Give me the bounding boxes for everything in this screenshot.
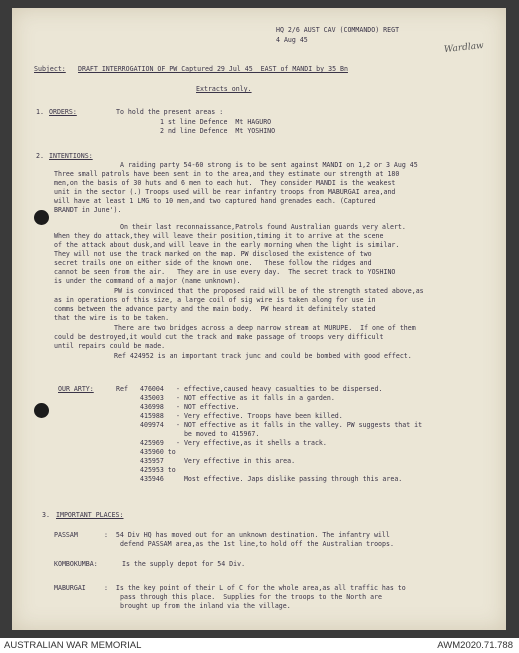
section-number: 2. [36,152,44,160]
intentions-line: BRANDT in June'). [54,206,122,214]
intentions-line: will have at least 1 LMG to 10 men,and two captured hand grenades each. (Captured [54,197,376,205]
orders-line: To hold the present areas : [116,108,224,116]
arty-text: be moved to 415967. [176,430,260,438]
arty-text: - NOT effective as it falls in a garden. [176,394,335,402]
intentions-line: men,on the basis of 30 huts and 6 men to each hut. They consider MANDI is the weakest [54,179,396,187]
arty-ref: 425953 to [140,466,176,474]
intentions-line: of the attack about dusk,and will leave in the early morning when the light is similar. [54,241,400,249]
place-text: : Is the key point of their L of C for the whole area,as all traffic has to [104,584,406,592]
arty-ref: 435003 [140,394,164,402]
place-text: pass through this place. Supplies for the troops to the North are [120,593,383,601]
place-text: : 54 Div HQ has moved out for an unknown destination. The infantry will [104,531,390,539]
section-number: 1. [36,108,44,116]
arty-text: - effective,caused heavy casualties to be dispersed. [176,385,383,393]
arty-text: Most effective. Japs dislike passing through this area. [176,475,403,483]
intentions-heading: INTENTIONS: [49,152,93,160]
orders-line: 2 nd line Defence Mt YOSHINO [160,127,276,135]
arty-ref: 435946 [140,475,164,483]
intentions-line: unit in the sector (.) Troops used will be rear infantry troops from MABURGAI area,and [54,188,396,196]
intentions-line: as in operations of this size, a large coil of sig wire is taken along for use in [54,296,376,304]
place-text: Is the supply depot for 54 Div. [122,560,246,568]
intentions-line: that the wire is to be taken. [54,314,170,322]
intentions-line: comms between the advance party and the main body. PW heard it definitely stated [54,305,376,313]
archive-reference: AWM2020.71.788 [437,640,513,651]
document-page [12,8,506,630]
intentions-line: They will not use the track marked on the map. PW disclosed the existence of two [54,250,372,258]
intentions-line: could be destroyed,it would cut the track and make passage of troops very difficult [54,333,384,341]
orders-heading: ORDERS: [49,108,77,116]
intentions-line: On their last reconnaissance,Patrols found Australian guards very alert. [120,223,406,231]
archive-footer [0,638,519,653]
header-unit: HQ 2/6 AUST CAV (COMMANDO) REGT [276,26,400,34]
orders-line: 1 st line Defence Mt HAGURO [160,118,272,126]
our-arty-heading: OUR ARTY: [58,385,94,393]
place-text: defend PASSAM area,as the 1st line,to hold off the Australian troops. [120,540,394,548]
punch-hole [34,210,49,225]
place-name: MABURGAI [54,584,86,592]
arty-ref: 425969 [140,439,164,447]
arty-ref: 435957 [140,457,164,465]
extracts-note: Extracts only. [196,85,252,93]
arty-text: - NOT effective. [176,403,240,411]
arty-text: Very effective in this area. [176,457,296,465]
intentions-line: When they do attack,they will leave their position,timing it to arrive at the scene [54,232,384,240]
arty-text: - NOT effective as it falls in the valley. PW suggests that it [176,421,423,429]
intentions-line: until repairs could be made. [54,342,166,350]
intentions-line: secret trails one on either side of the known one. These follow the ridges and [54,259,372,267]
header-date: 4 Aug 45 [276,36,308,44]
archive-name: AUSTRALIAN WAR MEMORIAL [4,640,142,651]
arty-text: - Very effective,as it shells a track. [176,439,327,447]
arty-ref: 436998 [140,403,164,411]
intentions-line: A raiding party 54-60 strong is to be sent against MANDI on 1,2 or 3 Aug 45 [120,161,418,169]
intentions-line: There are two bridges across a deep narrow stream at MURUPE. If one of them [114,324,416,332]
intentions-line: PW is convinced that the proposed raid will be of the strength stated above,as [114,287,424,295]
punch-hole [34,403,49,418]
subject-text: DRAFT INTERROGATION OF PW Captured 29 Jul 45 EAST of MANDI by 35 Bn [78,65,348,73]
arty-ref: 409974 [140,421,164,429]
intentions-line: cannot be seen from the air. They are in use every day. The secret track to YOSHINO [54,268,396,276]
arty-text: - Very effective. Troops have been killed. [176,412,343,420]
place-name: PASSAM [54,531,78,539]
handwritten-annotation: Wardlaw [443,40,485,56]
intentions-line: Ref 424952 is an important track junc and could be bombed with good effect. [114,352,412,360]
place-text: brought up from the inland via the village. [120,602,291,610]
arty-ref: 476004 [140,385,164,393]
intentions-line: is under the command of a major (name unknown). [54,277,241,285]
arty-ref: 415988 [140,412,164,420]
place-name: KOMBOKUMBA: [54,560,98,568]
section-number: 3. [42,511,50,519]
arty-ref: 435960 to [140,448,176,456]
intentions-line: Three small patrols have been sent in to the area,and they estimate our strength at 180 [54,170,400,178]
ref-label: Ref [116,385,128,393]
important-places-heading: IMPORTANT PLACES: [56,511,124,519]
subject-label: Subject: [34,65,66,73]
